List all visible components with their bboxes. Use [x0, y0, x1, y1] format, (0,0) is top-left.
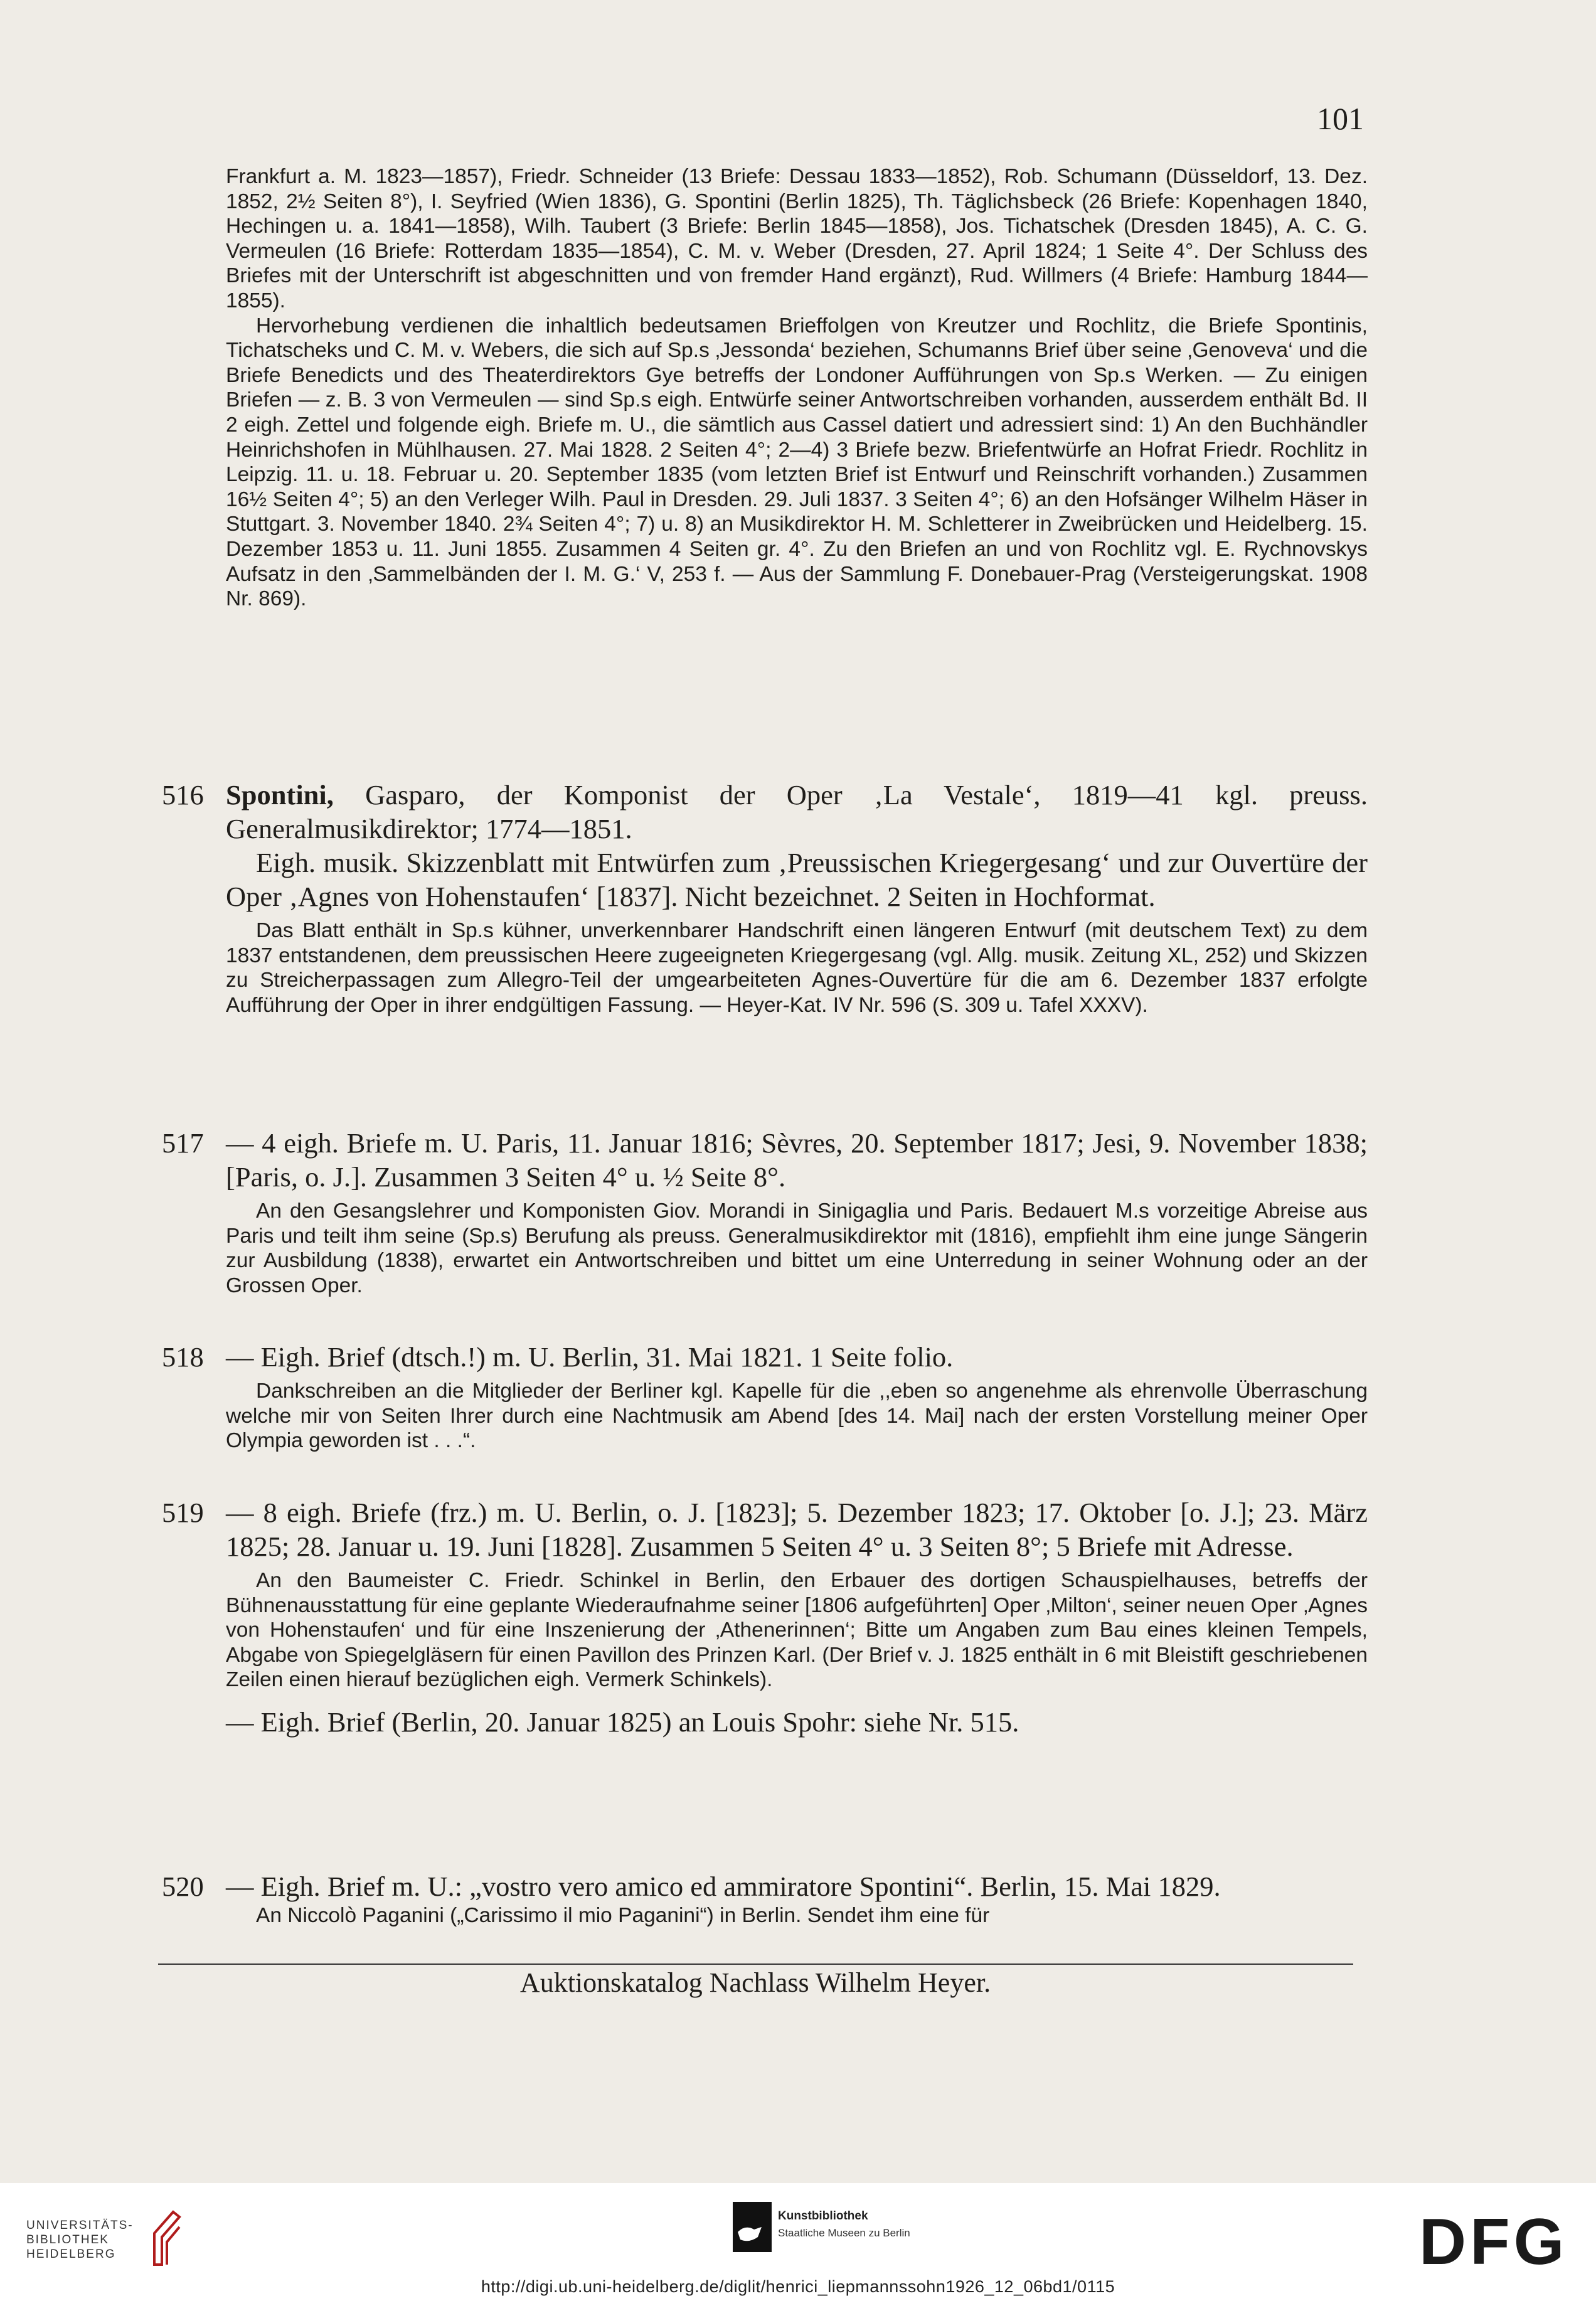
lot-number: 520 — [162, 1871, 204, 1902]
lot-description: Eigh. musik. Skizzenblatt mit Entwürfen zum ‚Preussischen Kriegergesang‘ und zur Ouvertüre der Oper ‚Agnes von Hohenstaufen‘ [1837]. Nicht bezeichnet. 2 Seiten in Hochformat. — [226, 847, 1368, 912]
ub-line: UNIVERSITÄTS- — [26, 2219, 134, 2232]
lot-note — [162, 1379, 1368, 1453]
intro-paragraph-2: Hervorhebung verdienen die inhaltlich bedeutsamen Brieffolgen von Kreutzer und Rochlitz, die Briefe Spontinis, Tichatscheks und C. M. v. Webers, die sich auf Sp.s ‚Jessonda‘ beziehen, Schumanns Brief über seine ‚Genoveva‘ und die Briefe Benedicts und des Theaterdirektors Gye betreffs der Londoner Aufführungen von Sp.s Werken. — Zu einigen Briefen — z. B. 3 von Vermeulen — sind Sp.s eigh. Entwürfe seiner Antwortschreiben vorhanden, ausserdem enthält Bd. II 2 eigh. Zettel und folgende eigh. Briefe m. U., die sämtlich aus Cassel datiert und adressiert sind: 1) An den Buchhändler Heinrichshofen in Mühlhausen. 27. Mai 1828. 2 Seiten 4°; 2—4) 3 Briefe bezw. Briefentwürfe an Hofrat Friedr. Rochlitz in Leipzig. 11. u. 18. Februar u. 20. September 1835 (vom letzten Brief ist Entwurf und Reinschrift vorhanden.) Zusammen 16½ Seiten 4°; 5) an den Verleger Wilh. Paul in Dresden. 29. Juli 1837. 3 Seiten 4°; 6) an den Hofsänger Wilhelm Häser in Stuttgart. 3. November 1840. 2¾ Seiten 4°; 7) u. 8) an Musikdirektor H. M. Schletterer in Zweibrücken und Heidelberg. 15. Dezember 1853 u. 11. Juni 1855. Zusammen 4 Seiten gr. 4°. Zu den Briefen an und von Rochlitz vgl. E. Rychnovskys Aufsatz in den ‚Sammelbänden der I. M. G.‘ V, 253 f. — Aus der Sammlung F. Donebauer-Prag (Versteigerungskat. 1908 Nr. 869). — [226, 314, 1368, 611]
lot-number: 518 — [162, 1341, 204, 1373]
lot-note-text: Dankschreiben an die Mitglieder der Berliner kgl. Kapelle für die ,,eben so angenehme als ehrenvolle Überraschung welche mir von Seiten Ihrer durch eine Nachtmusik am Abend [des 14. Mai] nach der ersten Vorstellung meiner Oper Olympia geworden ist . . .“. — [226, 1379, 1368, 1453]
lot-520 — [162, 1869, 1368, 1928]
kunstbibliothek-subtitle: Staatliche Museen zu Berlin — [778, 2227, 910, 2239]
lot-note — [162, 1568, 1368, 1693]
lot-note-text: An den Gesangslehrer und Komponisten Giov. Morandi in Sinigaglia und Paris. Bedauert M.s vorzeitige Abreise aus Paris und teilt ihm seine (Sp.s) Berufung als preuss. Generalmusikdirektor mit (1816), empfiehlt ihm eine junge Sängerin zur Ausbildung (1838), erwartet ein Antwortschreiben und bittet um eine Unterredung in seiner Wohnung oder an der Grossen Oper. — [226, 1199, 1368, 1297]
lot-heading — [162, 1869, 1368, 1903]
lot-note-text: An den Baumeister C. Friedr. Schinkel in Berlin, den Erbauer des dortigen Schauspielhauses, betreffs der Bühnenausstattung für eine geplante Wiederaufnahme seiner [1806 aufgeführten] Oper ‚Milton‘, seiner neuen Oper ‚Agnes von Hohenstaufen‘ und für eine Inszenierung der ‚Athenerinnen‘; Bitte um Angaben zum Bau eines kleinen Tempels, Abgabe von Spiegelgläsern für einen Pavillon des Prinzen Karl. (Der Brief v. J. 1825 enthält in 6 mit Bleistift geschriebenen Zeilen einen hierauf bezüglichen eigh. Vermerk Schinkels). — [226, 1569, 1368, 1692]
composer-name: Spontini, — [226, 779, 334, 810]
lot-note — [162, 918, 1368, 1018]
ub-heidelberg-logo-icon — [148, 2208, 188, 2268]
intro-paragraph-1: Frankfurt a. M. 1823—1857), Friedr. Schneider (13 Briefe: Dessau 1833—1852), Rob. Schumann (Düsseldorf, 13. Dez. 1852, 2½ Seiten 8°), I. Seyfried (Wien 1836), G. Spontini (Berlin 1825), Th. Täglichsbeck (26 Briefe: Kopenhagen 1840, Hechingen u. a. 1841—1858), Wilh. Taubert (3 Briefe: Berlin 1845—1858), Jos. Tichatschek (Dresden 1845), A. C. G. Vermeulen (16 Briefe: Rotterdam 1835—1854), C. M. v. Weber (Dresden, 27. April 1824; 1 Seite 4°. Der Schluss des Briefes mit der Unterschrift ist abgeschnitten und von fremder Hand ergänzt), Rud. Willmers (4 Briefe: Hamburg 1844—1855). — [226, 165, 1368, 312]
lot-number: 517 — [162, 1127, 204, 1159]
lot-518 — [162, 1340, 1368, 1453]
lot-number: 516 — [162, 779, 204, 810]
lot-crossref: — Eigh. Brief (Berlin, 20. Januar 1825) an Louis Spohr: siehe Nr. 515. — [226, 1706, 1019, 1738]
lot-516 — [162, 778, 1368, 1018]
digitization-footer — [0, 2183, 1596, 2301]
lot-note-text: An Niccolò Paganini („Carissimo il mio Paganini“) in Berlin. Sendet ihm eine für — [256, 1904, 990, 1927]
lot-heading-text: Gasparo, der Komponist der Oper ‚La Vestale‘, 1819—41 kgl. preuss. Generalmusikdirektor; 1774—1851. — [226, 779, 1368, 844]
dfg-logo: DFG — [1419, 2206, 1568, 2278]
lot-number: 519 — [162, 1497, 204, 1528]
kunstbibliothek-title: Kunstbibliothek — [778, 2209, 868, 2223]
kunstbibliothek-logo-icon — [733, 2202, 772, 2252]
lot-heading-text: — Eigh. Brief (dtsch.!) m. U. Berlin, 31. Mai 1821. 1 Seite folio. — [226, 1341, 954, 1373]
ub-line: BIBLIOTHEK — [26, 2233, 109, 2246]
lot-heading-text: — Eigh. Brief m. U.: „vostro vero amico ed ammiratore Spontini“. Berlin, 15. Mai 1829. — [226, 1871, 1221, 1902]
lot-note — [162, 1199, 1368, 1298]
page-number: 101 — [1317, 101, 1364, 136]
ub-line: HEIDELBERG — [26, 2248, 116, 2261]
lot-519 — [162, 1496, 1368, 1739]
lot-517 — [162, 1126, 1368, 1298]
lot-note-text: Das Blatt enthält in Sp.s kühner, unverkennbarer Handschrift einen längeren Entwurf (mit deutschem Text) zu dem 1837 entstandenen, dem preussischen Heere zugeeigneten Kriegergesang (vgl. Allg. musik. Zeitung XL, 252) und Skizzen zu Streicherpassagen zum Allegro-Teil der umgearbeiteten Agnes-Ouvertüre für die am 6. Dezember 1837 erfolgte Aufführung der Oper in ihrer endgültigen Fassung. — Heyer-Kat. IV Nr. 596 (S. 309 u. Tafel XXXV). — [226, 919, 1368, 1017]
footer-rule — [158, 1964, 1353, 1965]
lot-heading-text: — 8 eigh. Briefe (frz.) m. U. Berlin, o. J. [1823]; 5. Dezember 1823; 17. Oktober [o. J.]; 23. März 1825; 28. Januar u. 19. Juni [1828]. Zusammen 5 Seiten 4° u. 3 Seiten 8°; 5 Briefe mit Adresse. — [226, 1497, 1368, 1562]
lot-heading — [162, 778, 1368, 846]
source-url[interactable]: http://digi.ub.uni-heidelberg.de/diglit/henrici_liepmannssohn1926_12_06bd1/0115 — [481, 2277, 1115, 2296]
lot-note — [162, 1903, 1368, 1928]
lot-heading — [162, 1340, 1368, 1374]
intro-text — [226, 164, 1368, 612]
lot-heading-text: — 4 eigh. Briefe m. U. Paris, 11. Januar 1816; Sèvres, 20. September 1817; Jesi, 9. November 1838; [Paris, o. J.]. Zusammen 3 Seiten 4° u. ½ Seite 8°. — [226, 1127, 1368, 1193]
lot-heading — [162, 1496, 1368, 1563]
ub-heidelberg-wordmark — [26, 2218, 134, 2261]
lot-heading — [162, 1126, 1368, 1194]
footer-title: Auktionskatalog Nachlass Wilhelm Heyer. — [519, 1967, 991, 1998]
